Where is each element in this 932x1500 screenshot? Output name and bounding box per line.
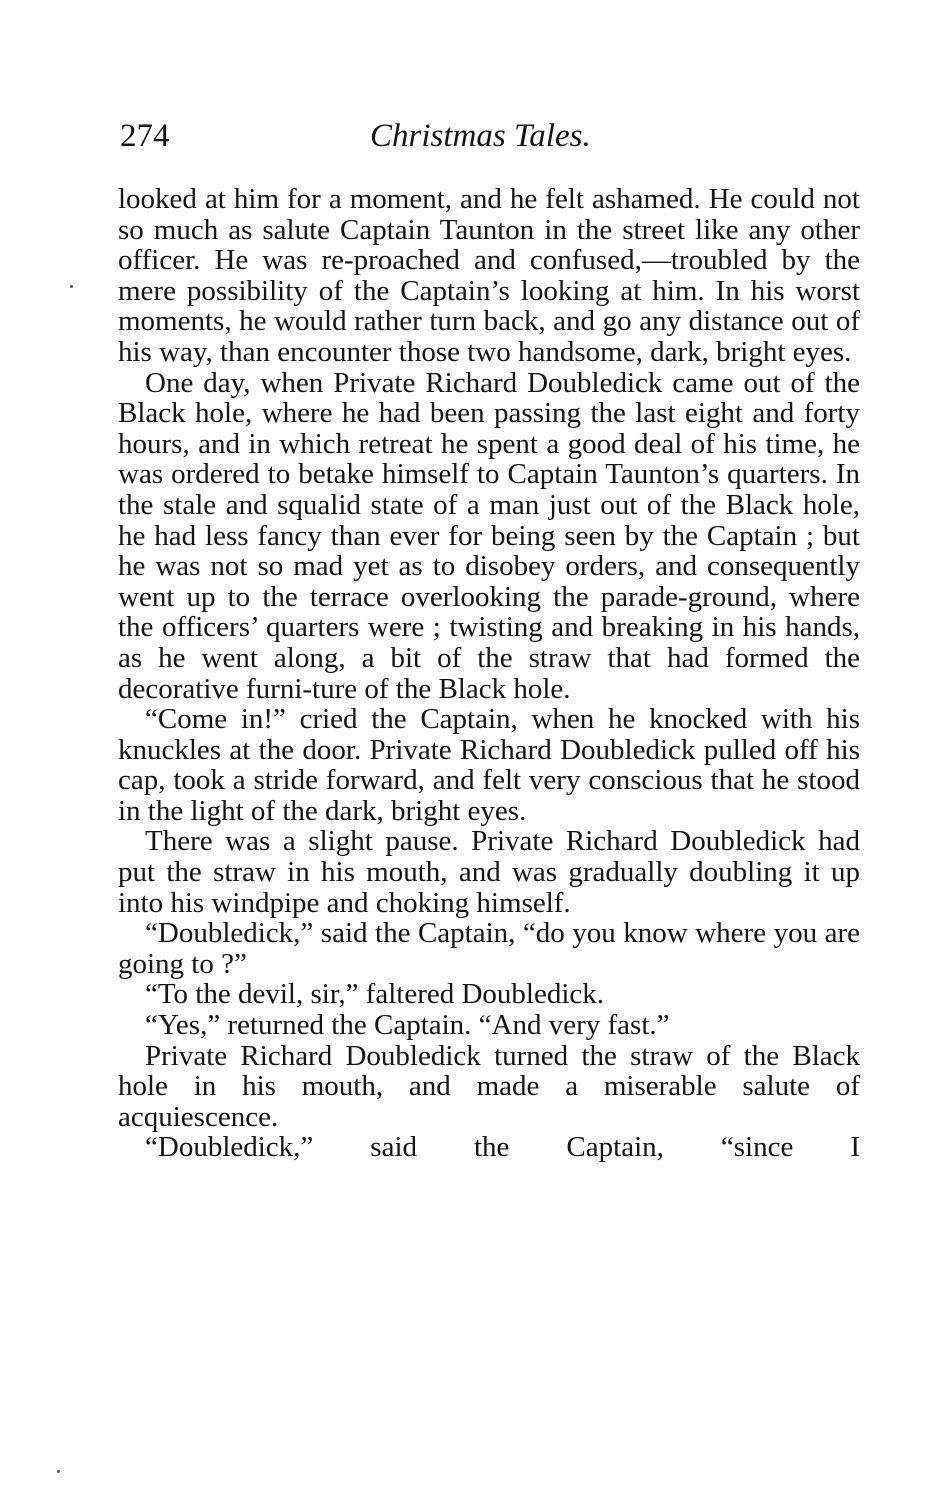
paragraph-slight-pause: There was a slight pause. Private Richard Doubledick had put the straw in his mouth, and was gradually doubling it up into his windpipe and choking himself. xyxy=(118,825,860,919)
page-number: 274 xyxy=(120,118,170,154)
paragraph-acquiescence: Private Richard Doubledick turned the straw of the Black hole in his mouth, and made a miserable salute of acquiescence. xyxy=(118,1039,860,1133)
scan-speck xyxy=(70,285,73,288)
scan-speck xyxy=(57,1470,60,1473)
paragraph-continuation: looked at him for a moment, and he felt ashamed. He could not so much as salute Captain Taunton in the street like any other officer. He was re-proached and confused,—troubled by the mere possibility of the Captain’s looking at him. In his worst moments, he would rather turn back, and go any distance out of his way, than encounter those two handsome, dark, bright eyes. xyxy=(118,183,860,368)
paragraph-come-in: “Come in!” cried the Captain, when he knocked with his knuckles at the door. Private Richard Doubledick pulled off his cap, took a stride forward, and felt very conscious that he stood in the light of the dark, bright eyes. xyxy=(118,703,860,827)
page-header xyxy=(118,112,860,160)
paragraph-do-you-know: “Doubledick,” said the Captain, “do you know where you are going to ?” xyxy=(118,917,860,980)
running-title: Christmas Tales. xyxy=(370,118,591,154)
paragraph-to-the-devil: “To the devil, sir,” faltered Doubledick. xyxy=(145,978,605,1011)
paragraph-since-i: “Doubledick,” said the Captain, “since I xyxy=(145,1131,860,1164)
body-text xyxy=(118,184,860,1163)
paragraph-very-fast: “Yes,” returned the Captain. “And very fast.” xyxy=(145,1009,670,1042)
paragraph-black-hole: One day, when Private Richard Doubledick came out of the Black hole, where he had been passing the last eight and forty hours, and in which retreat he spent a good deal of his time, he was ordered to betake himself to Captain Taunton’s quarters. In the stale and squalid state of a man just out of the Black hole, he had less fancy than ever for being seen by the Captain ; but he was not so mad yet as to disobey orders, and consequently went up to the terrace overlooking the parade-ground, where the officers’ quarters were ; twisting and breaking in his hands, as he went along, a bit of the straw that had formed the decorative furni-ture of the Black hole. xyxy=(118,366,860,705)
